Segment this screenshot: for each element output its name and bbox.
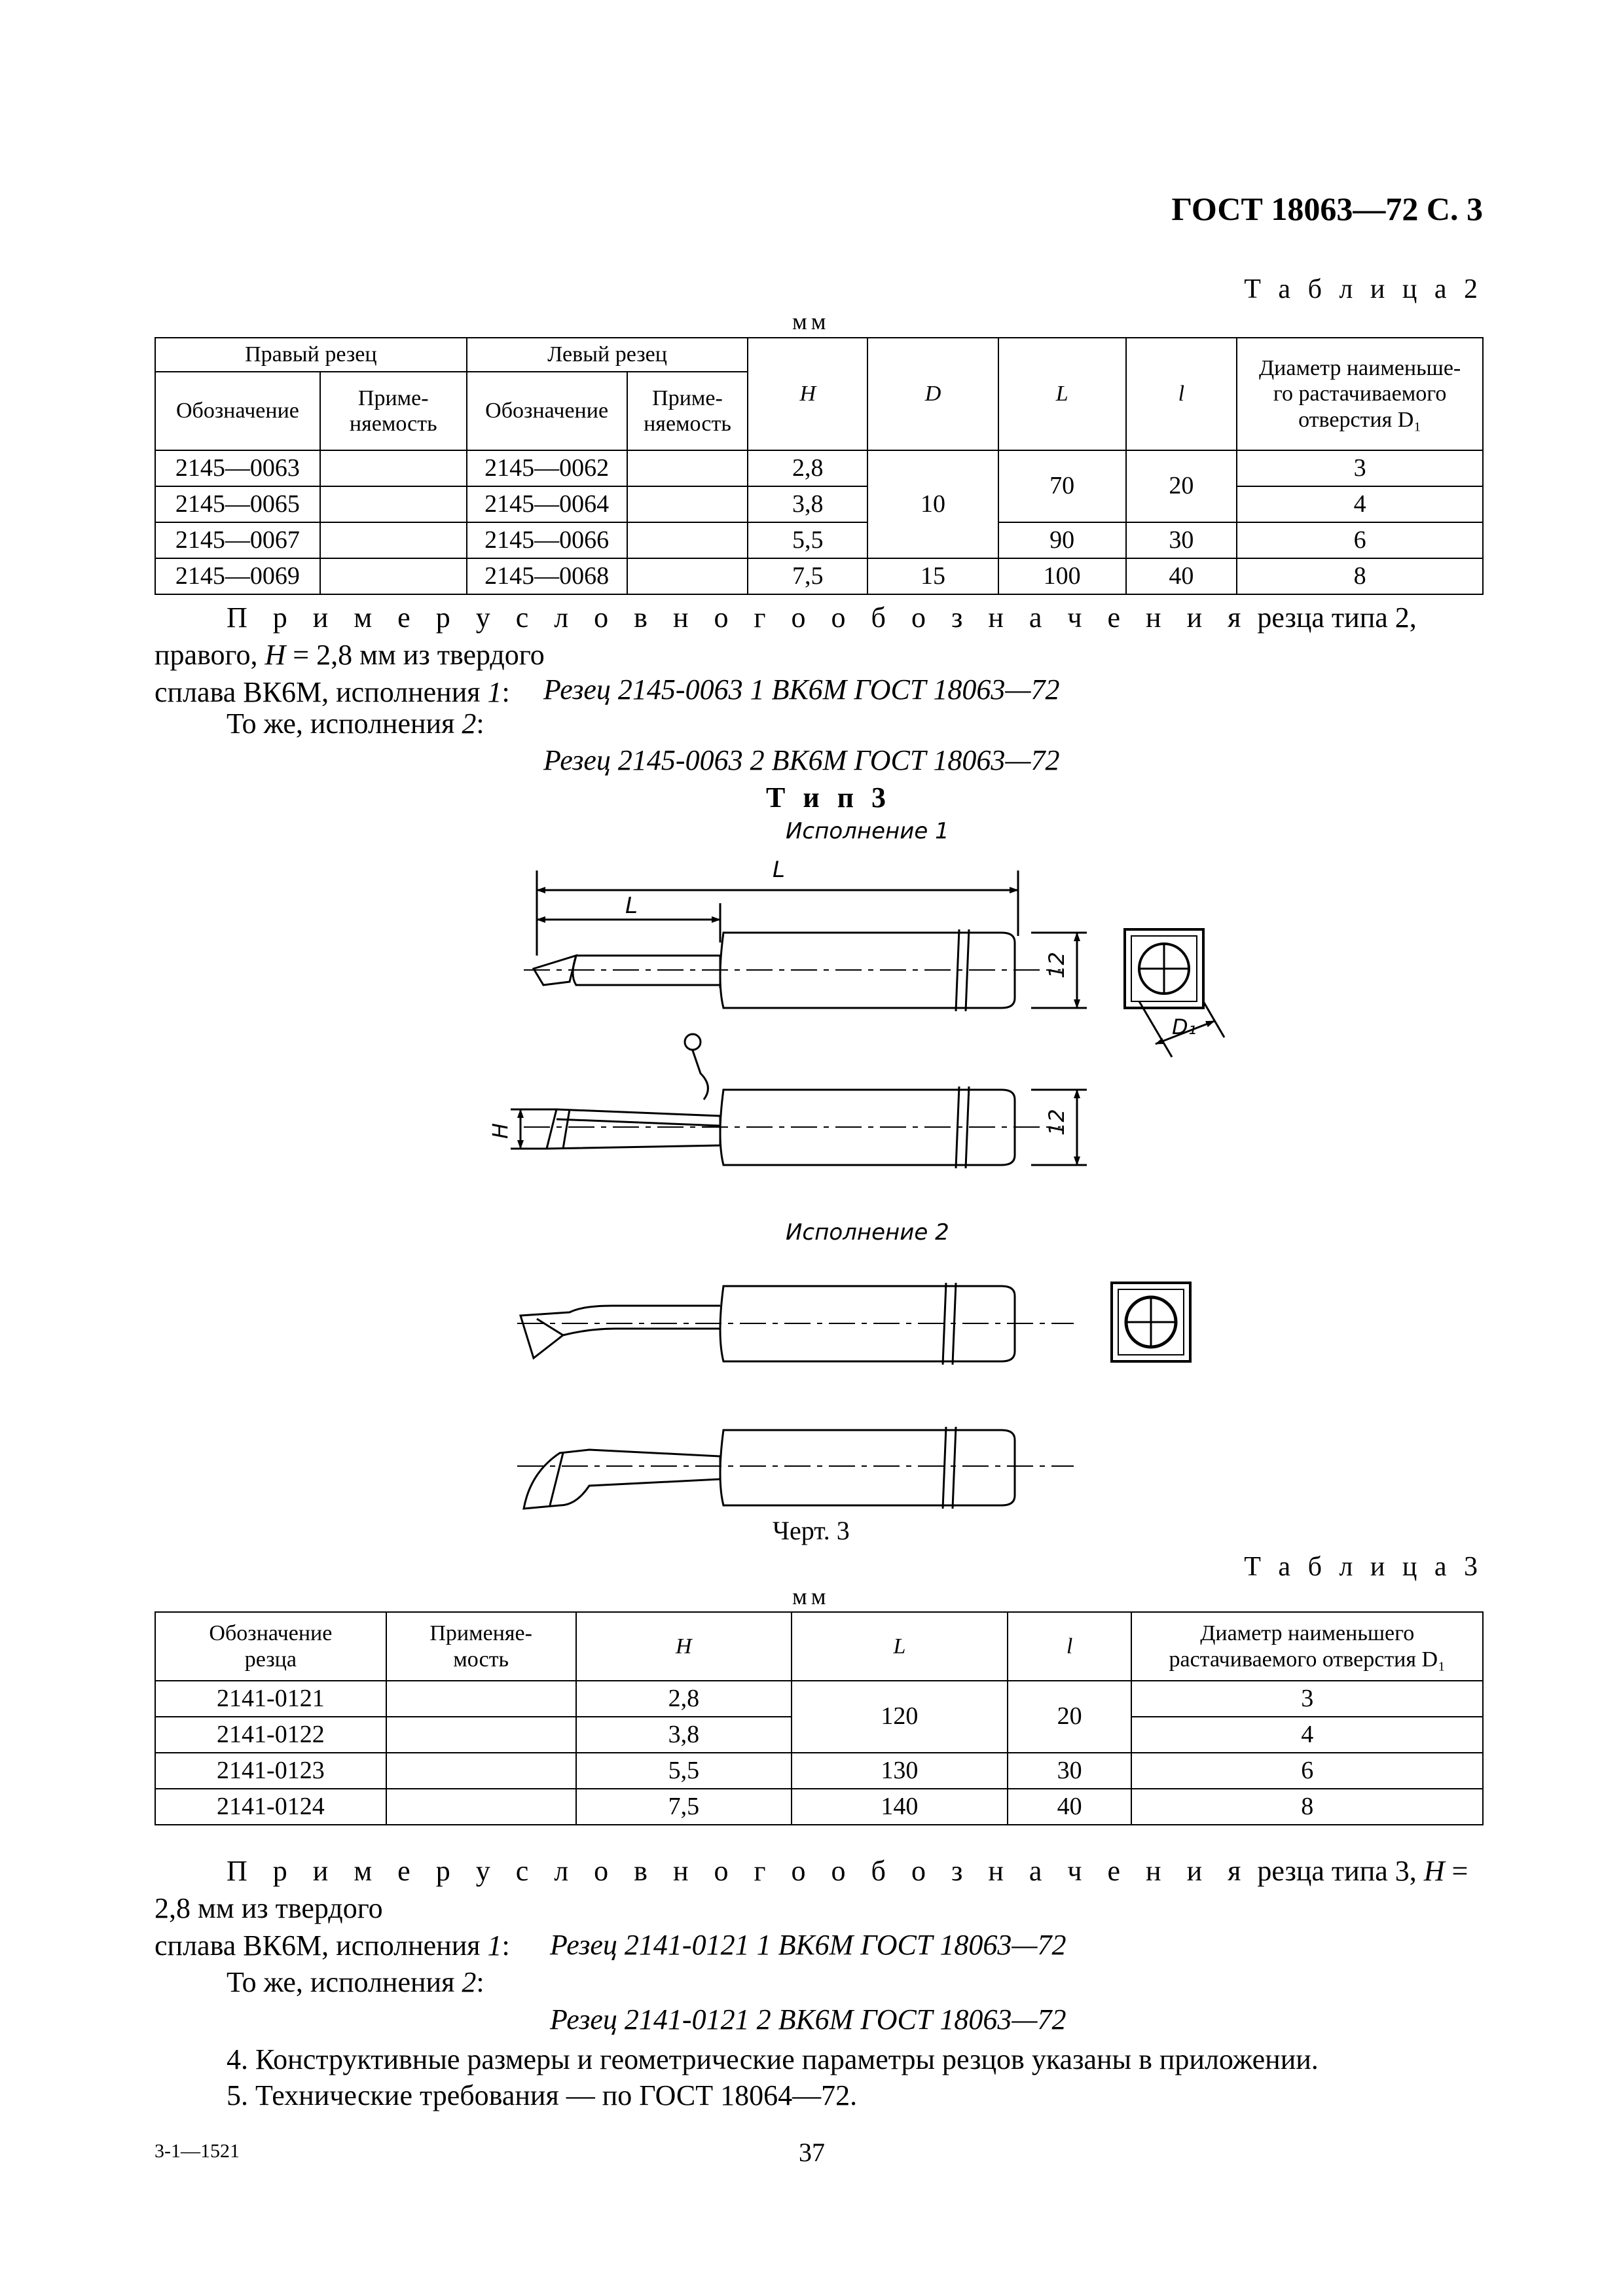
table2-cell: 2145—0068 [467, 558, 627, 594]
example3-H: H [1423, 1855, 1445, 1887]
example2-line2: сплава ВК6М, исполнения [155, 676, 488, 709]
table2-cell: 8 [1237, 558, 1483, 594]
example2-text2: = 2,8 мм из твердого [285, 639, 545, 672]
example3-line2-wrap [155, 1927, 510, 1964]
table3-cell: 3,8 [576, 1717, 792, 1753]
table3-cell: 130 [792, 1753, 1008, 1789]
table3-cell: 2141-0123 [155, 1753, 386, 1789]
table2-header-l: l [1126, 338, 1237, 450]
table2-header-D: D [867, 338, 998, 450]
exec2-side-view [517, 1427, 1074, 1509]
exec1-top-view [524, 870, 1087, 1011]
table3-header-diameter: Диаметр наименьшего растачиваемого отверстия D₁ [1131, 1612, 1483, 1681]
table-row [155, 1753, 1483, 1789]
example3-same-text: То же, исполнения [227, 1966, 462, 1998]
table3 [155, 1611, 1484, 1825]
table2-cell: 2145—0064 [467, 486, 627, 522]
table2-header-left: Левый резец [467, 338, 748, 372]
table2-cell: 2145—0062 [467, 450, 627, 486]
table3-cell: 2,8 [576, 1681, 792, 1717]
table3-cell: 7,5 [576, 1789, 792, 1825]
table2-cell: 6 [1237, 522, 1483, 558]
example2-designation-1: Резец 2145-0063 1 ВК6М ГОСТ 18063—72 [543, 673, 1060, 706]
table2-cell: 10 [867, 450, 998, 558]
table2-cell: 5,5 [748, 522, 867, 558]
table3-header-applicability: Применяе- мость [386, 1612, 576, 1681]
example3-line2: сплава ВК6М, исполнения [155, 1929, 488, 1962]
example3-exec1: 1 [487, 1929, 502, 1962]
footer-code: 3-1—1521 [155, 2140, 240, 2162]
table2-header-designation-right: Обозначение [155, 372, 320, 450]
dim-l-label: L [625, 893, 638, 919]
table3-cell: 6 [1131, 1753, 1483, 1789]
table3-units: мм [792, 1583, 830, 1609]
table2-cell: 20 [1126, 450, 1237, 522]
table3-cell: 30 [1008, 1753, 1132, 1789]
table2-units: мм [792, 308, 830, 334]
exec2-label: Исполнение 2 [786, 1219, 949, 1246]
document-code: ГОСТ 18063—72 С. 3 [1171, 190, 1483, 227]
table2-cell: 40 [1126, 558, 1237, 594]
table2-header-applicability-left: Приме- няемость [627, 372, 748, 450]
table2-cell: 2145—0066 [467, 522, 627, 558]
example2-colon2: : [476, 708, 484, 740]
table3-cell: 120 [792, 1681, 1008, 1753]
table-row [155, 1681, 1483, 1717]
example3-colon: : [501, 1929, 510, 1962]
example2-same-text: То же, исполнения [227, 708, 462, 740]
table3-header-designation: Обозначение резца [155, 1612, 386, 1681]
table3-cell: 20 [1008, 1681, 1132, 1753]
table2-cell: 90 [998, 522, 1126, 558]
table2-header-diameter: Диаметр наименьше- го растачиваемого отверстия D₁ [1237, 338, 1483, 450]
table2-cell: 2,8 [748, 450, 867, 486]
table2-header-L: L [998, 338, 1126, 450]
dim-D1-label: D₁ [1172, 1014, 1197, 1039]
dim-H-label: H [488, 1122, 513, 1139]
table3-header-H: H [576, 1612, 792, 1681]
dim-12a-label: 12 [1044, 952, 1069, 978]
exec2-end-view [1112, 1283, 1190, 1361]
table2-header-H: H [748, 338, 867, 450]
dim-12b-label: 12 [1044, 1109, 1069, 1136]
example3-colon2: : [476, 1966, 484, 1998]
table2-cell: 3,8 [748, 486, 867, 522]
table3-cell: 4 [1131, 1717, 1483, 1753]
table2-cell: 2145—0063 [155, 450, 320, 486]
table2-cell: 4 [1237, 486, 1483, 522]
table3-cell: 2141-0121 [155, 1681, 386, 1717]
table3-cell: 2141-0124 [155, 1789, 386, 1825]
table2-header-designation-left: Обозначение [467, 372, 627, 450]
table3-cell: 3 [1131, 1681, 1483, 1717]
table2-header-right: Правый резец [155, 338, 467, 372]
table3-cell: 2141-0122 [155, 1717, 386, 1753]
dim-L-label: L [773, 857, 785, 883]
table3-header-l: l [1008, 1612, 1132, 1681]
table2-cell: 2145—0069 [155, 558, 320, 594]
table3-cell: 5,5 [576, 1753, 792, 1789]
table2-cell: 70 [998, 450, 1126, 522]
example3-text1: резца типа 3, [1250, 1855, 1424, 1887]
example2-designation-2: Резец 2145-0063 2 ВК6М ГОСТ 18063—72 [543, 744, 1060, 776]
example3-exec2: 2 [462, 1966, 477, 1998]
type3-title: Т и п 3 [766, 781, 892, 814]
exec1-label: Исполнение 1 [786, 818, 949, 844]
table3-cell: 140 [792, 1789, 1008, 1825]
note-4: 4. Конструктивные размеры и геометрические параметры резцов указаны в приложении. [227, 2043, 1319, 2075]
table2-cell: 15 [867, 558, 998, 594]
example2-exec2: 2 [462, 708, 477, 740]
example3-lead: П р и м е р у с л о в н о г о о б о з н а ч е н и я [227, 1855, 1250, 1887]
table2-cell: 30 [1126, 522, 1237, 558]
table2-cell: 3 [1237, 450, 1483, 486]
table2-cell: 2145—0065 [155, 486, 320, 522]
note-5: 5. Технические требования — по ГОСТ 18064—72. [227, 2079, 858, 2111]
example3-text2: = 2,8 мм из твердого [155, 1855, 1468, 1925]
exec1-side-view [511, 1034, 1087, 1168]
example2-colon: : [501, 676, 510, 709]
example2-H: H [264, 639, 286, 672]
table3-header-L: L [792, 1612, 1008, 1681]
table2-cell: 100 [998, 558, 1126, 594]
exec2-top-view [517, 1283, 1074, 1365]
table3-cell [386, 1681, 576, 1717]
example2-exec1: 1 [487, 676, 502, 709]
example2-lead: П р и м е р у с л о в н о г о о б о з н а ч е н и я [227, 601, 1250, 634]
table3-cell: 40 [1008, 1789, 1132, 1825]
table2-header-applicability-right: Приме- няемость [320, 372, 467, 450]
example3-designation-2: Резец 2141-0121 2 ВК6М ГОСТ 18063—72 [550, 2003, 1067, 2036]
table3-cell [386, 1717, 576, 1753]
example3-same [227, 1964, 484, 2001]
table3-cell [386, 1753, 576, 1789]
table2-cell: 2145—0067 [155, 522, 320, 558]
example2-text1: резца типа 2, правого, [155, 601, 1417, 672]
page-number: 37 [799, 2138, 825, 2167]
table2-caption: Т а б л и ц а 2 [1244, 274, 1483, 304]
table2-cell: 7,5 [748, 558, 867, 594]
table3-caption: Т а б л и ц а 3 [1244, 1552, 1483, 1582]
table-row [155, 1789, 1483, 1825]
example3-designation-1: Резец 2141-0121 1 ВК6М ГОСТ 18063—72 [550, 1929, 1067, 1961]
table3-cell: 8 [1131, 1789, 1483, 1825]
table3-cell [386, 1789, 576, 1825]
figure-caption: Черт. 3 [773, 1516, 850, 1545]
